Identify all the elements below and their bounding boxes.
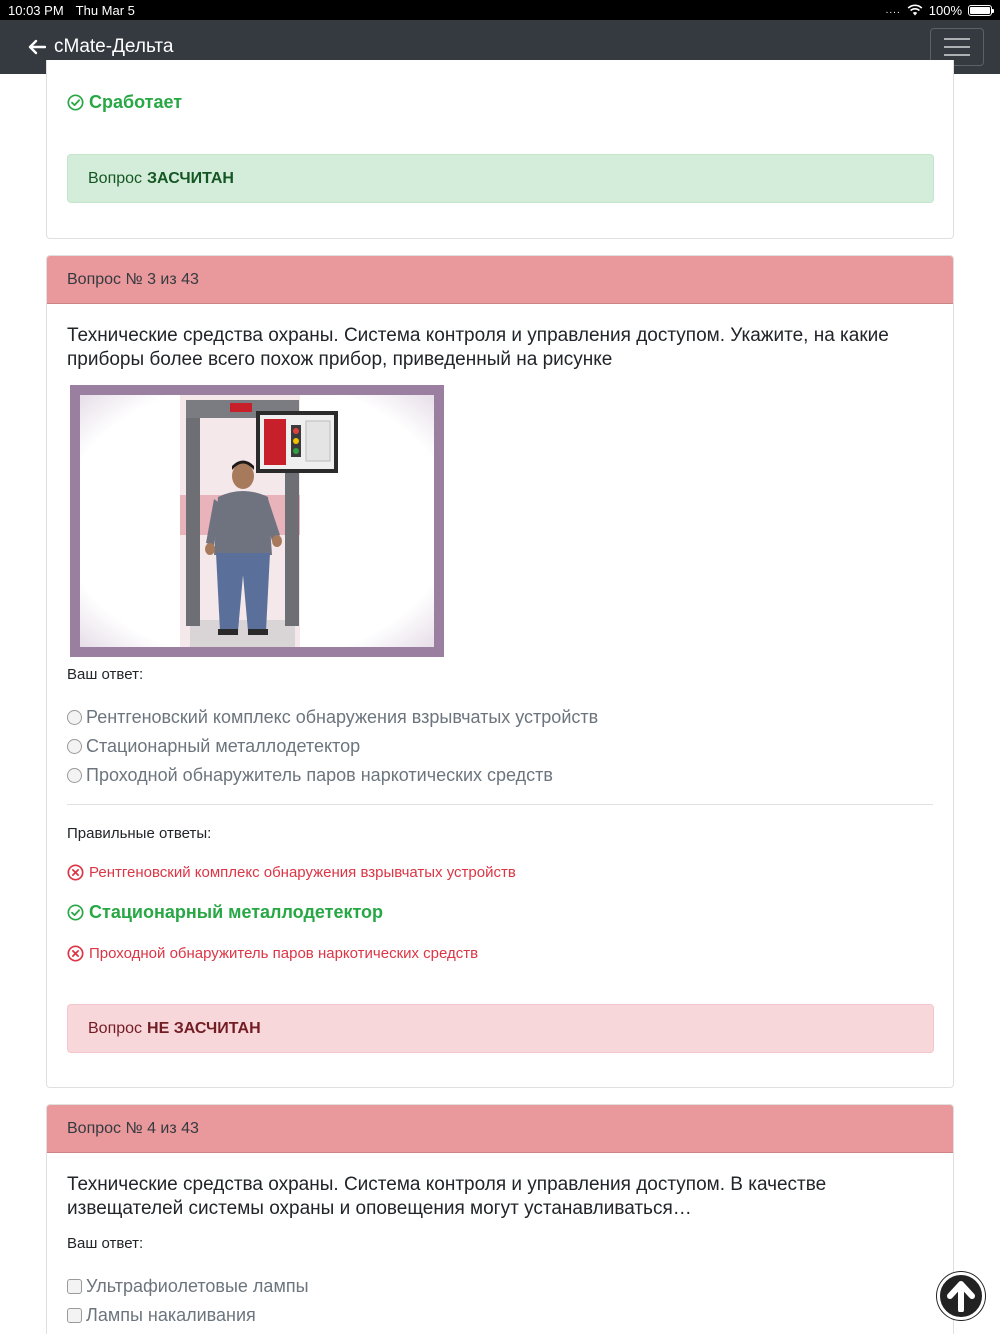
question-header: Вопрос № 3 из 43 [47,256,953,304]
your-answer-label: Ваш ответ: [67,666,144,683]
option-label: Ультрафиолетовые лампы [86,1275,309,1296]
question-text: Технические средства охраны. Система контроля и управления доступом. Укажите, на какие приборы более всего похож прибор, приведенный на рисунке [67,325,889,370]
option-label: Проходной обнаружитель паров наркотических средств [86,764,553,785]
x-circle-icon [67,864,84,881]
status-bar [0,0,1000,20]
arrow-up-circle-icon [946,1280,976,1312]
status-time: 10:03 PM [8,2,64,18]
question-card-3 [46,255,954,1088]
verdict-alert-ok [67,154,934,203]
result-text: Стационарный металлодетектор [89,902,384,922]
option-label: Стационарный металлодетектор [86,735,361,756]
option-label: Рентгеновский комплекс обнаружения взрывчатых устройств [86,706,599,727]
verdict-prefix: Вопрос [88,169,143,187]
correct-answer [67,92,182,113]
wifi-icon [907,4,923,16]
correct-answers-label: Правильные ответы: [67,825,212,842]
radio-button[interactable] [67,768,82,783]
result-text: Проходной обнаружитель паров наркотических средств [89,945,479,962]
your-answer-label: Ваш ответ: [67,1235,144,1252]
correct-answer-text: Сработает [89,92,183,112]
metal-detector-photo [80,395,434,647]
result-wrong [67,945,478,962]
back-button[interactable] [0,20,46,74]
radio-button[interactable] [67,739,82,754]
question-text: Технические средства охраны. Система контроля и управления доступом. В качестве извещателей системы охраны и оповещения могут устанавливаться… [67,1174,827,1219]
verdict-text: НЕ ЗАСЧИТАН [147,1019,261,1037]
checkbox[interactable] [67,1308,82,1323]
app-title: cMate-Дельта [54,36,174,57]
option-checkbox[interactable] [67,1302,256,1328]
option-radio[interactable] [67,762,553,788]
result-text: Рентгеновский комплекс обнаружения взрывчатых устройств [89,864,516,881]
verdict-text: ЗАСЧИТАН [147,169,234,187]
battery-icon [968,5,992,16]
verdict-prefix: Вопрос [88,1019,143,1037]
checkbox[interactable] [67,1279,82,1294]
x-circle-icon [67,945,84,962]
verdict-alert-bad [67,1004,934,1053]
arrow-left-icon [28,39,46,55]
radio-button[interactable] [67,710,82,725]
question-image [70,385,444,657]
question-card-prev [46,60,954,239]
option-checkbox[interactable] [67,1273,309,1299]
question-header: Вопрос № 4 из 43 [47,1105,953,1153]
option-label: Лампы накаливания [86,1304,256,1325]
scroll-top-button[interactable] [937,1272,985,1320]
check-circle-icon [67,904,84,921]
result-correct [67,902,383,923]
divider [67,804,933,805]
hamburger-icon [944,38,970,40]
result-wrong [67,864,516,881]
check-circle-icon [67,94,84,111]
signal-dots: .... [885,4,901,16]
status-date: Thu Mar 5 [75,2,135,18]
battery-percent: 100% [928,2,962,18]
option-radio[interactable] [67,704,598,730]
option-radio[interactable] [67,733,360,759]
